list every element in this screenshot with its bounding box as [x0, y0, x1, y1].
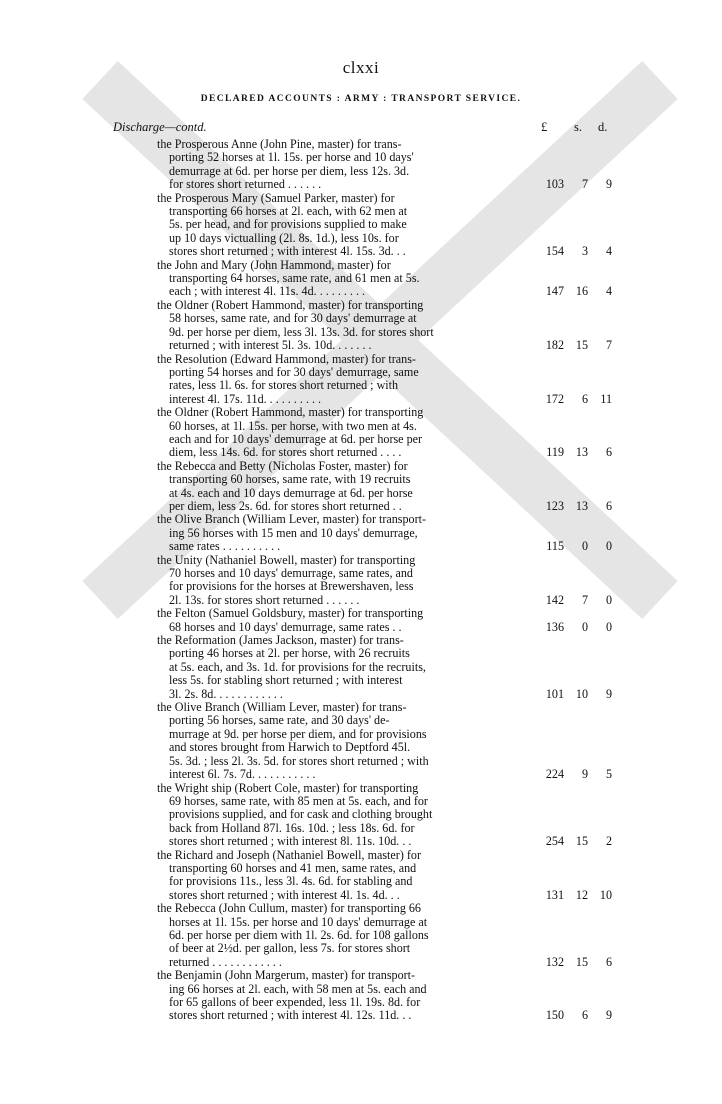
amount-shillings: 16 — [575, 284, 588, 299]
entry-line: up 10 days victualling (2l. 8s. 1d.), less 10s. for — [169, 230, 399, 245]
amount-pence: 6 — [605, 498, 612, 513]
amount-shillings: 6 — [581, 391, 588, 406]
entry-line: porting 54 horses and for 30 days' demurrage, same — [169, 364, 419, 379]
entry-line: the Unity (Nathaniel Bowell, master) for transporting — [157, 552, 416, 567]
entry-text — [157, 902, 500, 969]
entry-line: 9d. per horse per diem, less 3l. 13s. 3d. for stores short — [169, 324, 434, 339]
entry-line: 6d. per horse per diem with 1l. 2s. 6d. for 108 gallons — [169, 927, 429, 942]
entry-line: and stores brought from Harwich to Deptford 45l. — [169, 740, 411, 755]
account-entry — [0, 634, 722, 701]
amount-pence: 0 — [605, 592, 612, 607]
amount-shillings: 15 — [575, 834, 588, 849]
amount-pence: 5 — [605, 767, 612, 782]
amount-pounds: 123 — [545, 498, 564, 513]
amount-pence: 6 — [605, 954, 612, 969]
account-entry — [0, 353, 722, 407]
amount-pence: 11 — [600, 391, 612, 406]
entry-line: 60 horses, at 1l. 15s. per horse, with two men at 4s. — [169, 418, 417, 433]
amount-shillings: 6 — [581, 1008, 588, 1023]
amount-shillings: 7 — [581, 177, 588, 192]
entry-line: 2l. 13s. for stores short returned . . . . . . — [169, 592, 360, 607]
pounds-column-header: £ — [541, 120, 548, 134]
entry-line: at 5s. each, and 3s. 1d. for provisions for the recruits, — [169, 659, 426, 674]
entry-line: transporting 60 horses and 41 men, same rates, and — [169, 860, 417, 875]
entry-line: the Wright ship (Robert Cole, master) for transporting — [157, 780, 419, 795]
amount-pounds: 172 — [545, 391, 564, 406]
entry-line: 5s. 3d. ; less 2l. 3s. 5d. for stores short returned ; with — [169, 753, 429, 768]
entry-text — [157, 192, 500, 259]
entry-text — [157, 353, 500, 407]
entry-line: porting 52 horses at 1l. 15s. per horse and 10 days' — [169, 150, 414, 165]
entry-line: porting 46 horses at 2l. per horse, with 26 recruits — [169, 646, 410, 661]
pence-column-header: d. — [598, 120, 608, 134]
entry-line: stores short returned ; with interest 8l. 11s. 10d. . . — [169, 834, 412, 849]
entry-line: 3l. 2s. 8d. . . . . . . . . . . . — [169, 686, 283, 701]
entry-line: interest 4l. 17s. 11d. . . . . . . . . . — [169, 391, 322, 406]
amount-pence: 9 — [605, 686, 612, 701]
entry-line: the Reformation (James Jackson, master) for trans- — [157, 633, 404, 648]
entry-line: each ; with interest 4l. 11s. 4d. . . . . . . . . — [169, 284, 366, 299]
amount-shillings: 3 — [581, 244, 588, 259]
entry-text — [157, 849, 500, 903]
amount-shillings: 15 — [575, 954, 588, 969]
entry-line: stores short returned ; with interest 4l. 12s. 11d. . . — [169, 1008, 412, 1023]
entry-line: transporting 66 horses at 2l. each, with 62 men at — [169, 204, 408, 219]
entry-text — [157, 138, 500, 192]
amount-pounds: 142 — [545, 592, 564, 607]
entry-text — [157, 554, 500, 608]
entry-line: provisions supplied, and for cask and clothing brought — [169, 807, 433, 822]
entry-line: stores short returned ; with interest 4l. 1s. 4d. . . — [169, 887, 400, 902]
entry-line: interest 6l. 7s. 7d. . . . . . . . . . . — [169, 767, 316, 782]
account-entry — [0, 849, 722, 903]
entry-text — [157, 634, 500, 701]
entry-line: diem, less 14s. 6d. for stores short returned . . . . — [169, 445, 402, 460]
entry-line: 70 horses and 10 days' demurrage, same rates, and — [169, 566, 413, 580]
entry-line: 58 horses, same rate, and for 30 days' demurrage at — [169, 311, 417, 326]
account-entry — [0, 192, 722, 259]
entry-line: returned ; with interest 5l. 3s. 10d. . . . . . . — [169, 338, 372, 353]
entry-line: ing 66 horses at 2l. each, with 58 men at 5s. each and — [169, 981, 427, 996]
account-entry — [0, 701, 722, 781]
account-entry — [0, 969, 722, 1023]
amount-pence: 4 — [605, 284, 612, 299]
amount-pounds: 131 — [545, 887, 564, 902]
amount-pounds: 154 — [545, 244, 564, 259]
amount-pence: 9 — [605, 1008, 612, 1023]
entry-text — [157, 607, 500, 634]
entry-line: the Benjamin (John Margerum, master) for transport- — [157, 968, 416, 983]
entry-line: for 65 gallons of beer expended, less 1l. 19s. 8d. for — [169, 995, 421, 1009]
account-entry — [0, 782, 722, 849]
amount-pence: 2 — [605, 834, 612, 849]
account-entry — [0, 406, 722, 460]
amount-pounds: 254 — [545, 834, 564, 849]
account-entry — [0, 138, 722, 192]
amount-pence: 0 — [605, 619, 612, 634]
amount-pounds: 101 — [545, 686, 564, 701]
amount-shillings: 12 — [575, 887, 588, 902]
account-entry — [0, 299, 722, 353]
entry-line: same rates . . . . . . . . . . — [169, 539, 281, 554]
entry-line: transporting 64 horses, same rate, and 61 men at 5s. — [169, 271, 420, 286]
entry-line: transporting 60 horses, same rate, with 19 recruits — [169, 472, 411, 487]
entry-text — [157, 969, 500, 1023]
amount-pounds: 182 — [545, 338, 564, 353]
amount-pence: 0 — [605, 539, 612, 554]
entry-line: less 5s. for stabling short returned ; with interest — [169, 673, 403, 688]
entry-line: the Olive Branch (William Lever, master) for trans- — [157, 700, 407, 715]
entry-text — [157, 299, 500, 353]
amount-shillings: 9 — [581, 767, 588, 782]
entry-text — [157, 701, 500, 781]
entry-line: the Richard and Joseph (Nathaniel Bowell, master) for — [157, 847, 421, 862]
account-entry — [0, 902, 722, 969]
entry-line: each and for 10 days' demurrage at 6d. per horse per — [169, 431, 423, 446]
entry-line: for provisions 11s., less 3l. 4s. 6d. for stabling and — [169, 874, 413, 889]
entry-line: 5s. per head, and for provisions supplied to make — [169, 217, 407, 232]
entry-line: for provisions for the horses at Brewershaven, less — [169, 579, 414, 594]
entry-line: the Oldner (Robert Hammond, master) for transporting — [157, 405, 424, 420]
amount-pence: 4 — [605, 244, 612, 259]
entry-line: the Olive Branch (William Lever, master) for transport- — [157, 512, 427, 527]
entry-line: of beer at 2½d. per gallon, less 7s. for stores short — [169, 941, 411, 956]
entry-line: rates, less 1l. 6s. for stores short returned ; with — [169, 378, 399, 393]
entry-line: at 4s. each and 10 days demurrage at 6d. per horse — [169, 485, 413, 500]
entry-line: for stores short returned . . . . . . — [169, 177, 322, 192]
entry-line: 68 horses and 10 days' demurrage, same rates . . — [169, 619, 402, 634]
page-number: clxxi — [342, 58, 380, 77]
entry-line: demurrage at 6d. per horse per diem, less 12s. 3d. — [169, 163, 410, 178]
section-label: Discharge—contd. — [113, 120, 207, 134]
entry-line: 69 horses, same rate, with 85 men at 5s. each, and for — [169, 793, 428, 808]
running-title: DECLARED ACCOUNTS : ARMY : TRANSPORT SERVICE. — [200, 94, 522, 104]
entry-line: murrage at 9d. per horse per diem, and for provisions — [169, 726, 427, 741]
entry-line: porting 56 horses, same rate, and 30 days' de- — [169, 713, 390, 728]
amount-pounds: 147 — [545, 284, 564, 299]
account-entries — [0, 138, 722, 1023]
entry-text — [157, 406, 500, 460]
account-entry — [0, 607, 722, 634]
amount-pounds: 119 — [546, 445, 564, 460]
entry-line: the Oldner (Robert Hammond, master) for transporting — [157, 297, 424, 312]
entry-text — [157, 259, 500, 299]
entry-line: the Resolution (Edward Hammond, master) for trans- — [157, 351, 416, 366]
amount-shillings: 0 — [581, 539, 588, 554]
amount-shillings: 0 — [581, 619, 588, 634]
amount-shillings: 10 — [575, 686, 588, 701]
entry-text — [157, 513, 500, 553]
amount-pence: 9 — [605, 177, 612, 192]
amount-pounds: 103 — [545, 177, 564, 192]
amount-pounds: 150 — [545, 1008, 564, 1023]
amount-shillings: 15 — [575, 338, 588, 353]
entry-line: returned . . . . . . . . . . . . — [169, 954, 282, 969]
amount-pounds: 224 — [545, 767, 564, 782]
entry-line: the Rebecca (John Cullum, master) for transporting 66 — [157, 901, 421, 916]
account-entry — [0, 554, 722, 608]
entry-line: per diem, less 2s. 6d. for stores short returned . . — [169, 498, 402, 513]
entry-line: the Prosperous Mary (Samuel Parker, master) for — [157, 190, 395, 205]
entry-line: the Prosperous Anne (John Pine, master) for trans- — [157, 137, 402, 151]
account-entry — [0, 259, 722, 299]
entry-line: the John and Mary (John Hammond, master) for — [157, 257, 391, 272]
account-entry — [0, 513, 722, 553]
amount-shillings: 7 — [581, 592, 588, 607]
entry-line: horses at 1l. 15s. per horse and 10 days' demurrage at — [169, 914, 428, 929]
amount-pence: 7 — [605, 338, 612, 353]
amount-pounds: 136 — [545, 619, 564, 634]
account-entry — [0, 460, 722, 514]
entry-line: the Rebecca and Betty (Nicholas Foster, master) for — [157, 458, 408, 473]
amount-shillings: 13 — [575, 498, 588, 513]
entry-line: the Felton (Samuel Goldsbury, master) for transporting — [157, 606, 424, 621]
shillings-column-header: s. — [574, 120, 582, 134]
amount-pounds: 115 — [546, 539, 564, 554]
amount-pence: 6 — [605, 445, 612, 460]
entry-line: ing 56 horses with 15 men and 10 days' demurrage, — [169, 525, 418, 540]
entry-line: stores short returned ; with interest 4l. 15s. 3d. . . — [169, 244, 406, 259]
entry-text — [157, 460, 500, 514]
amount-shillings: 13 — [575, 445, 588, 460]
amount-pence: 10 — [599, 887, 612, 902]
entry-line: back from Holland 87l. 16s. 10d. ; less 18s. 6d. for — [169, 820, 415, 835]
amount-pounds: 132 — [545, 954, 564, 969]
entry-text — [157, 782, 500, 849]
